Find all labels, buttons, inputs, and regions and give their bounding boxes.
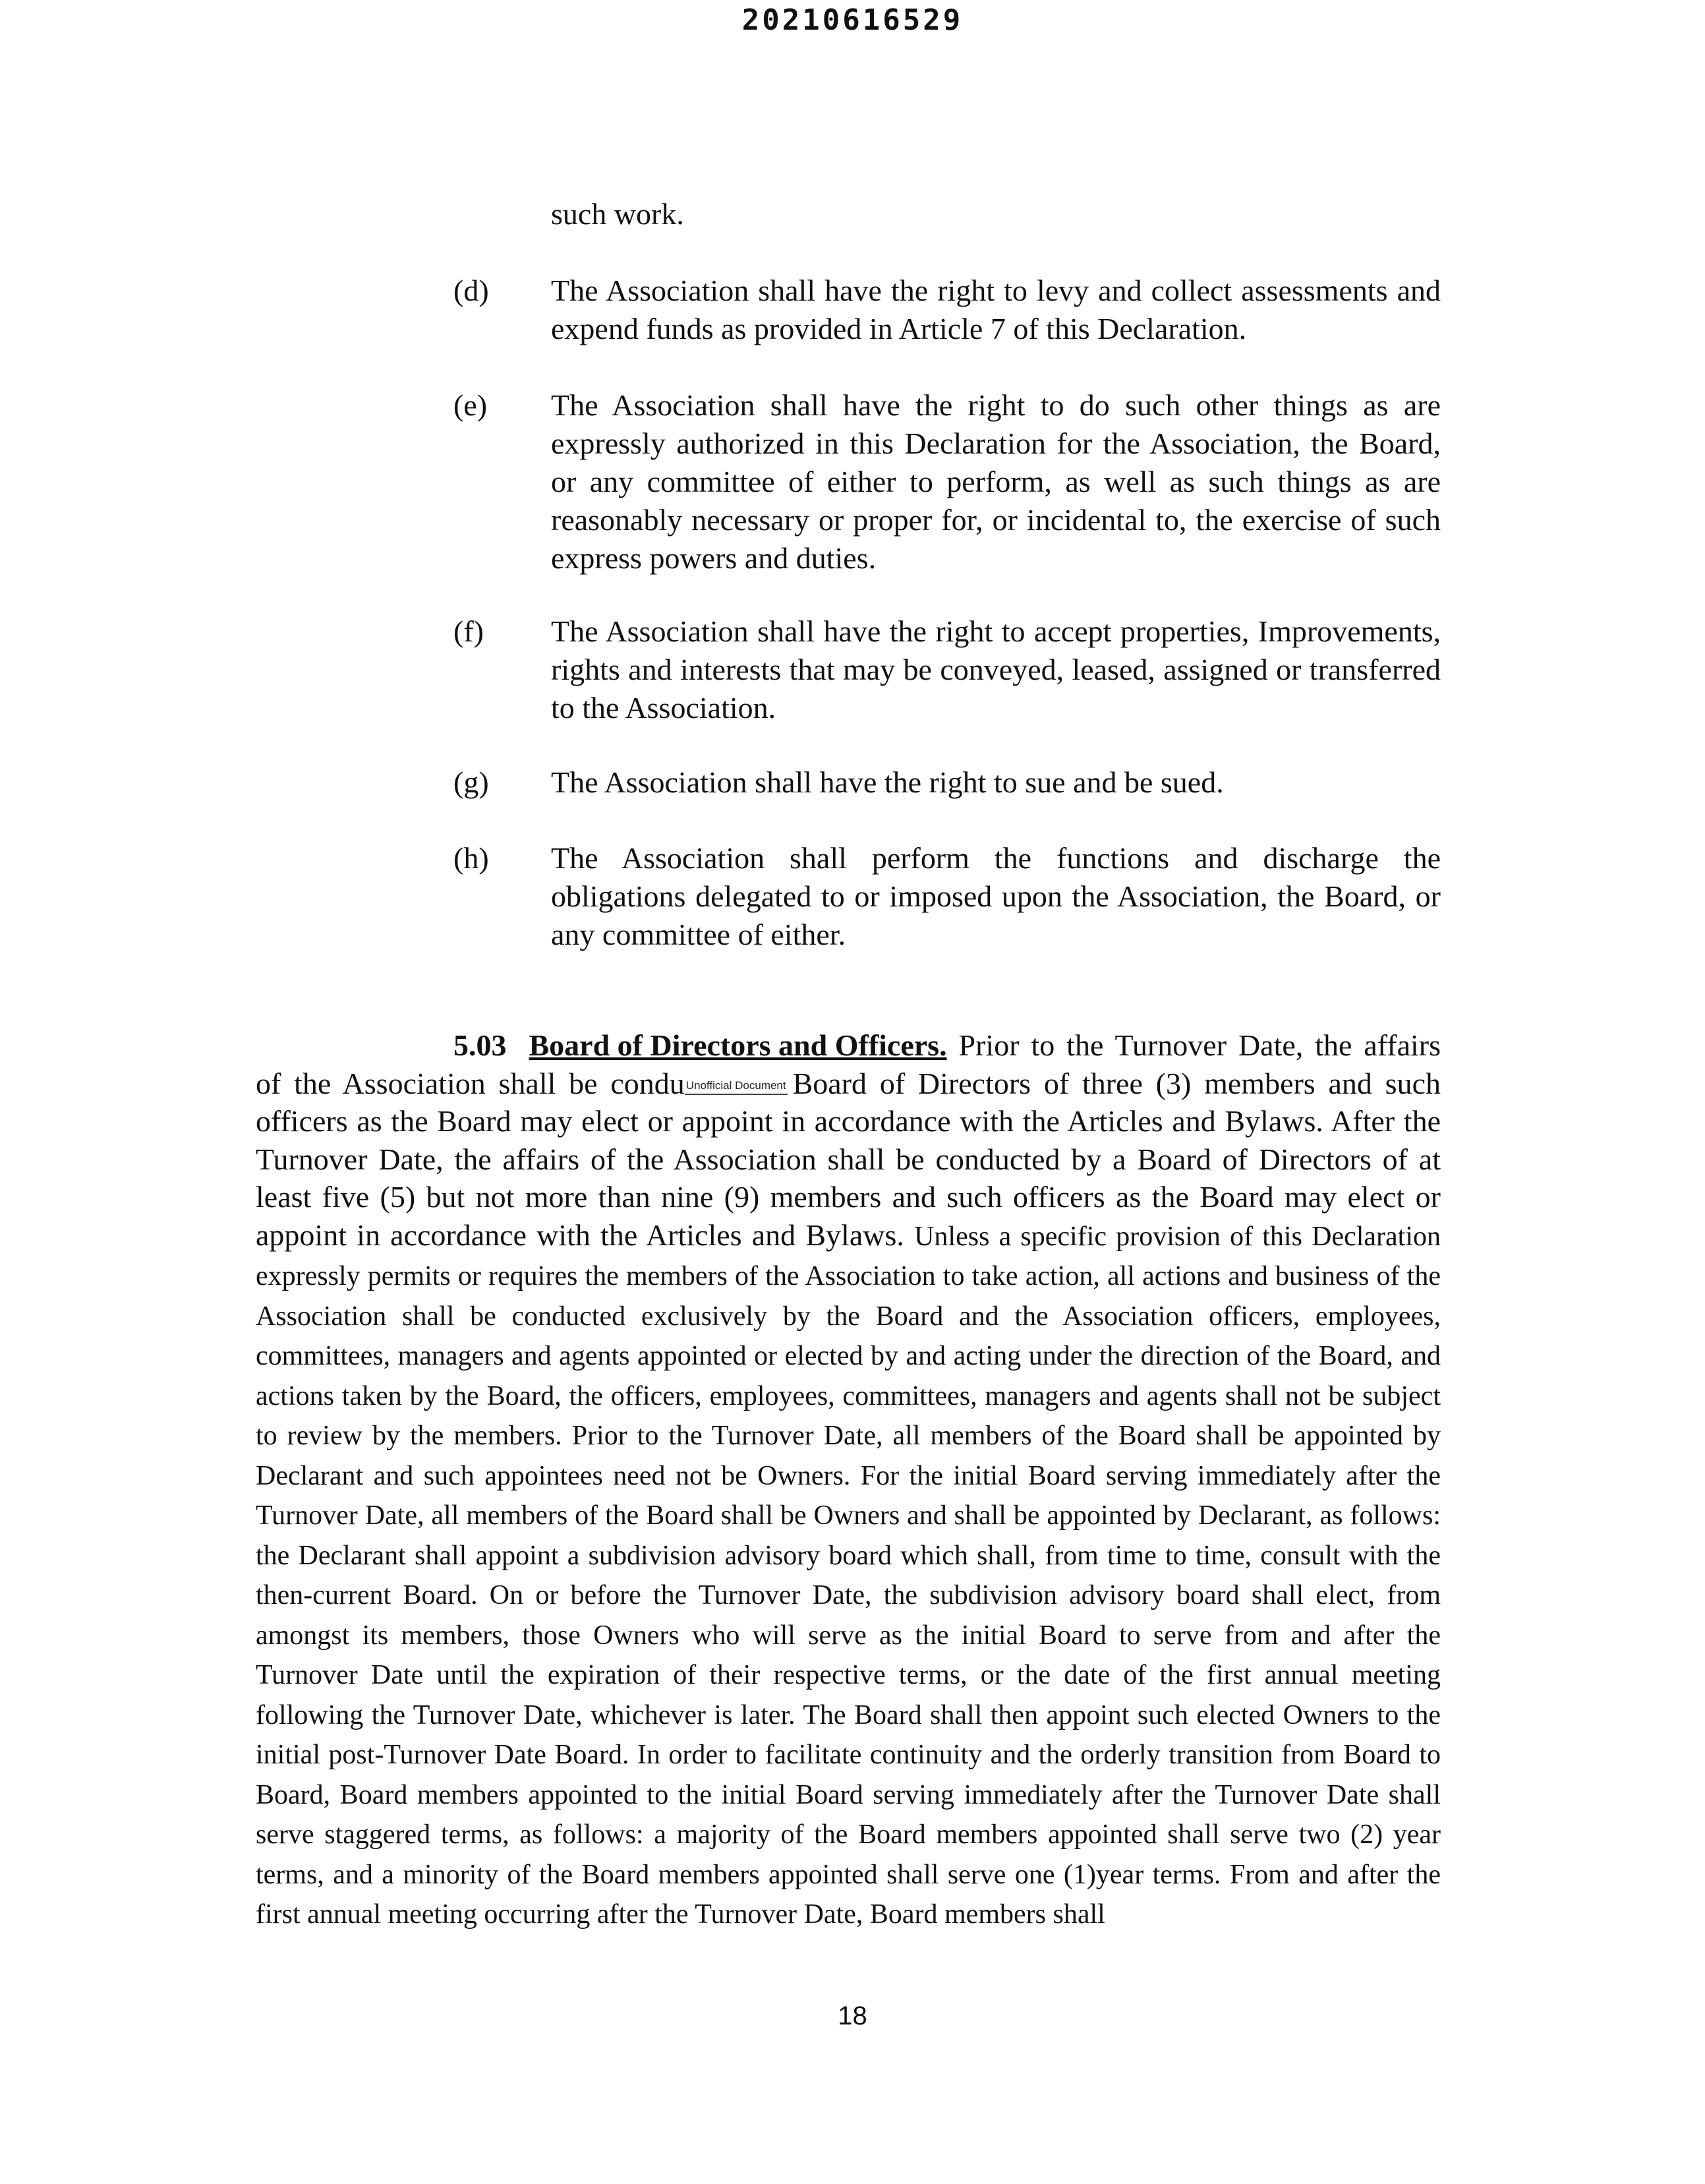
item-label: (h) (453, 841, 489, 875)
item-text: The Association shall have the right to accept properties, Improvements, rights and interests that may be conveyed, leased, assigned or transferred to the Association. (551, 614, 1441, 724)
item-label: (d) (453, 274, 489, 307)
item-text: The Association shall have the right to do such other things as are expressly authorized in this Declaration for the Association, the Board, or any committee of either to perform, as well as such things as are reasonably necessary or proper for, or incidental to, the exercise of such express powers and duties. (551, 388, 1441, 575)
item-label: (g) (453, 765, 489, 799)
section-title: Board of Directors and Officers. (529, 1028, 947, 1062)
section-heading (453, 1026, 947, 1065)
item-text: The Association shall perform the functions and discharge the obligations delegated to or imposed upon the Association, the Board, or any committee of either. (551, 841, 1441, 951)
section-5-03 (256, 1026, 1441, 1934)
section-after-watermark: Board of Directors of three (3) members and such officers as the Board may elect or appoint in accordance with the Articles and Bylaws. After the Turnover Date, the affairs of the Association shall be conducted by a Board of Directors of at least five (5) but not more than nine (9) members and such officers as the Board may elect or appoint in accordance with the Articles and Bylaws. (256, 1066, 1441, 1252)
section-intro: Prior to the Turnover Date, the affairs of the Association shall be condu (256, 1028, 1441, 1100)
document-number: 20210616529 (741, 3, 964, 37)
page-number: 18 (838, 2001, 867, 2030)
unofficial-document-watermark: Unofficial Document (685, 1078, 788, 1095)
section-number: 5.03 (453, 1028, 507, 1062)
item-text: The Association shall have the right to levy and collect assessments and expend funds as provided in Article 7 of this Declaration. (551, 274, 1441, 345)
item-label: (f) (453, 614, 484, 648)
item-label: (e) (453, 388, 488, 422)
continuation-text: such work. (551, 197, 684, 231)
item-text: The Association shall have the right to sue and be sued. (551, 765, 1224, 799)
section-body: Unless a specific provision of this Declaration expressly permits or requires the members of the Association to take action, all actions and business of the Association shall be conducted exclusively by the Board and the Association officers, employees, committees, managers and agents appointed or elected by and acting under the direction of the Board, and actions taken by the Board, the officers, employees, committees, managers and agents shall not be subject to review by the members. Prior to the Turnover Date, all members of the Board shall be appointed by Declarant and such appointees need not be Owners. For the initial Board serving immediately after the Turnover Date, all members of the Board shall be Owners and shall be appointed by Declarant, as follows: the Declarant shall appoint a subdivision advisory board which shall, from time to time, consult with the then-current Board. On or before the Turnover Date, the subdivision advisory board shall elect, from amongst its members, those Owners who will serve as the initial Board to serve from and after the Turnover Date until the expiration of their respective terms, or the date of the first annual meeting following the Turnover Date, whichever is later. The Board shall then appoint such elected Owners to the initial post-Turnover Date Board. In order to facilitate continuity and the orderly transition from Board to Board, Board members appointed to the initial Board serving immediately after the Turnover Date shall serve staggered terms, as follows: a majority of the Board members appointed shall serve two (2) year terms, and a minority of the Board members appointed shall serve one (1)year terms. From and after the first annual meeting occurring after the Turnover Date, Board members shall (256, 1221, 1441, 1930)
